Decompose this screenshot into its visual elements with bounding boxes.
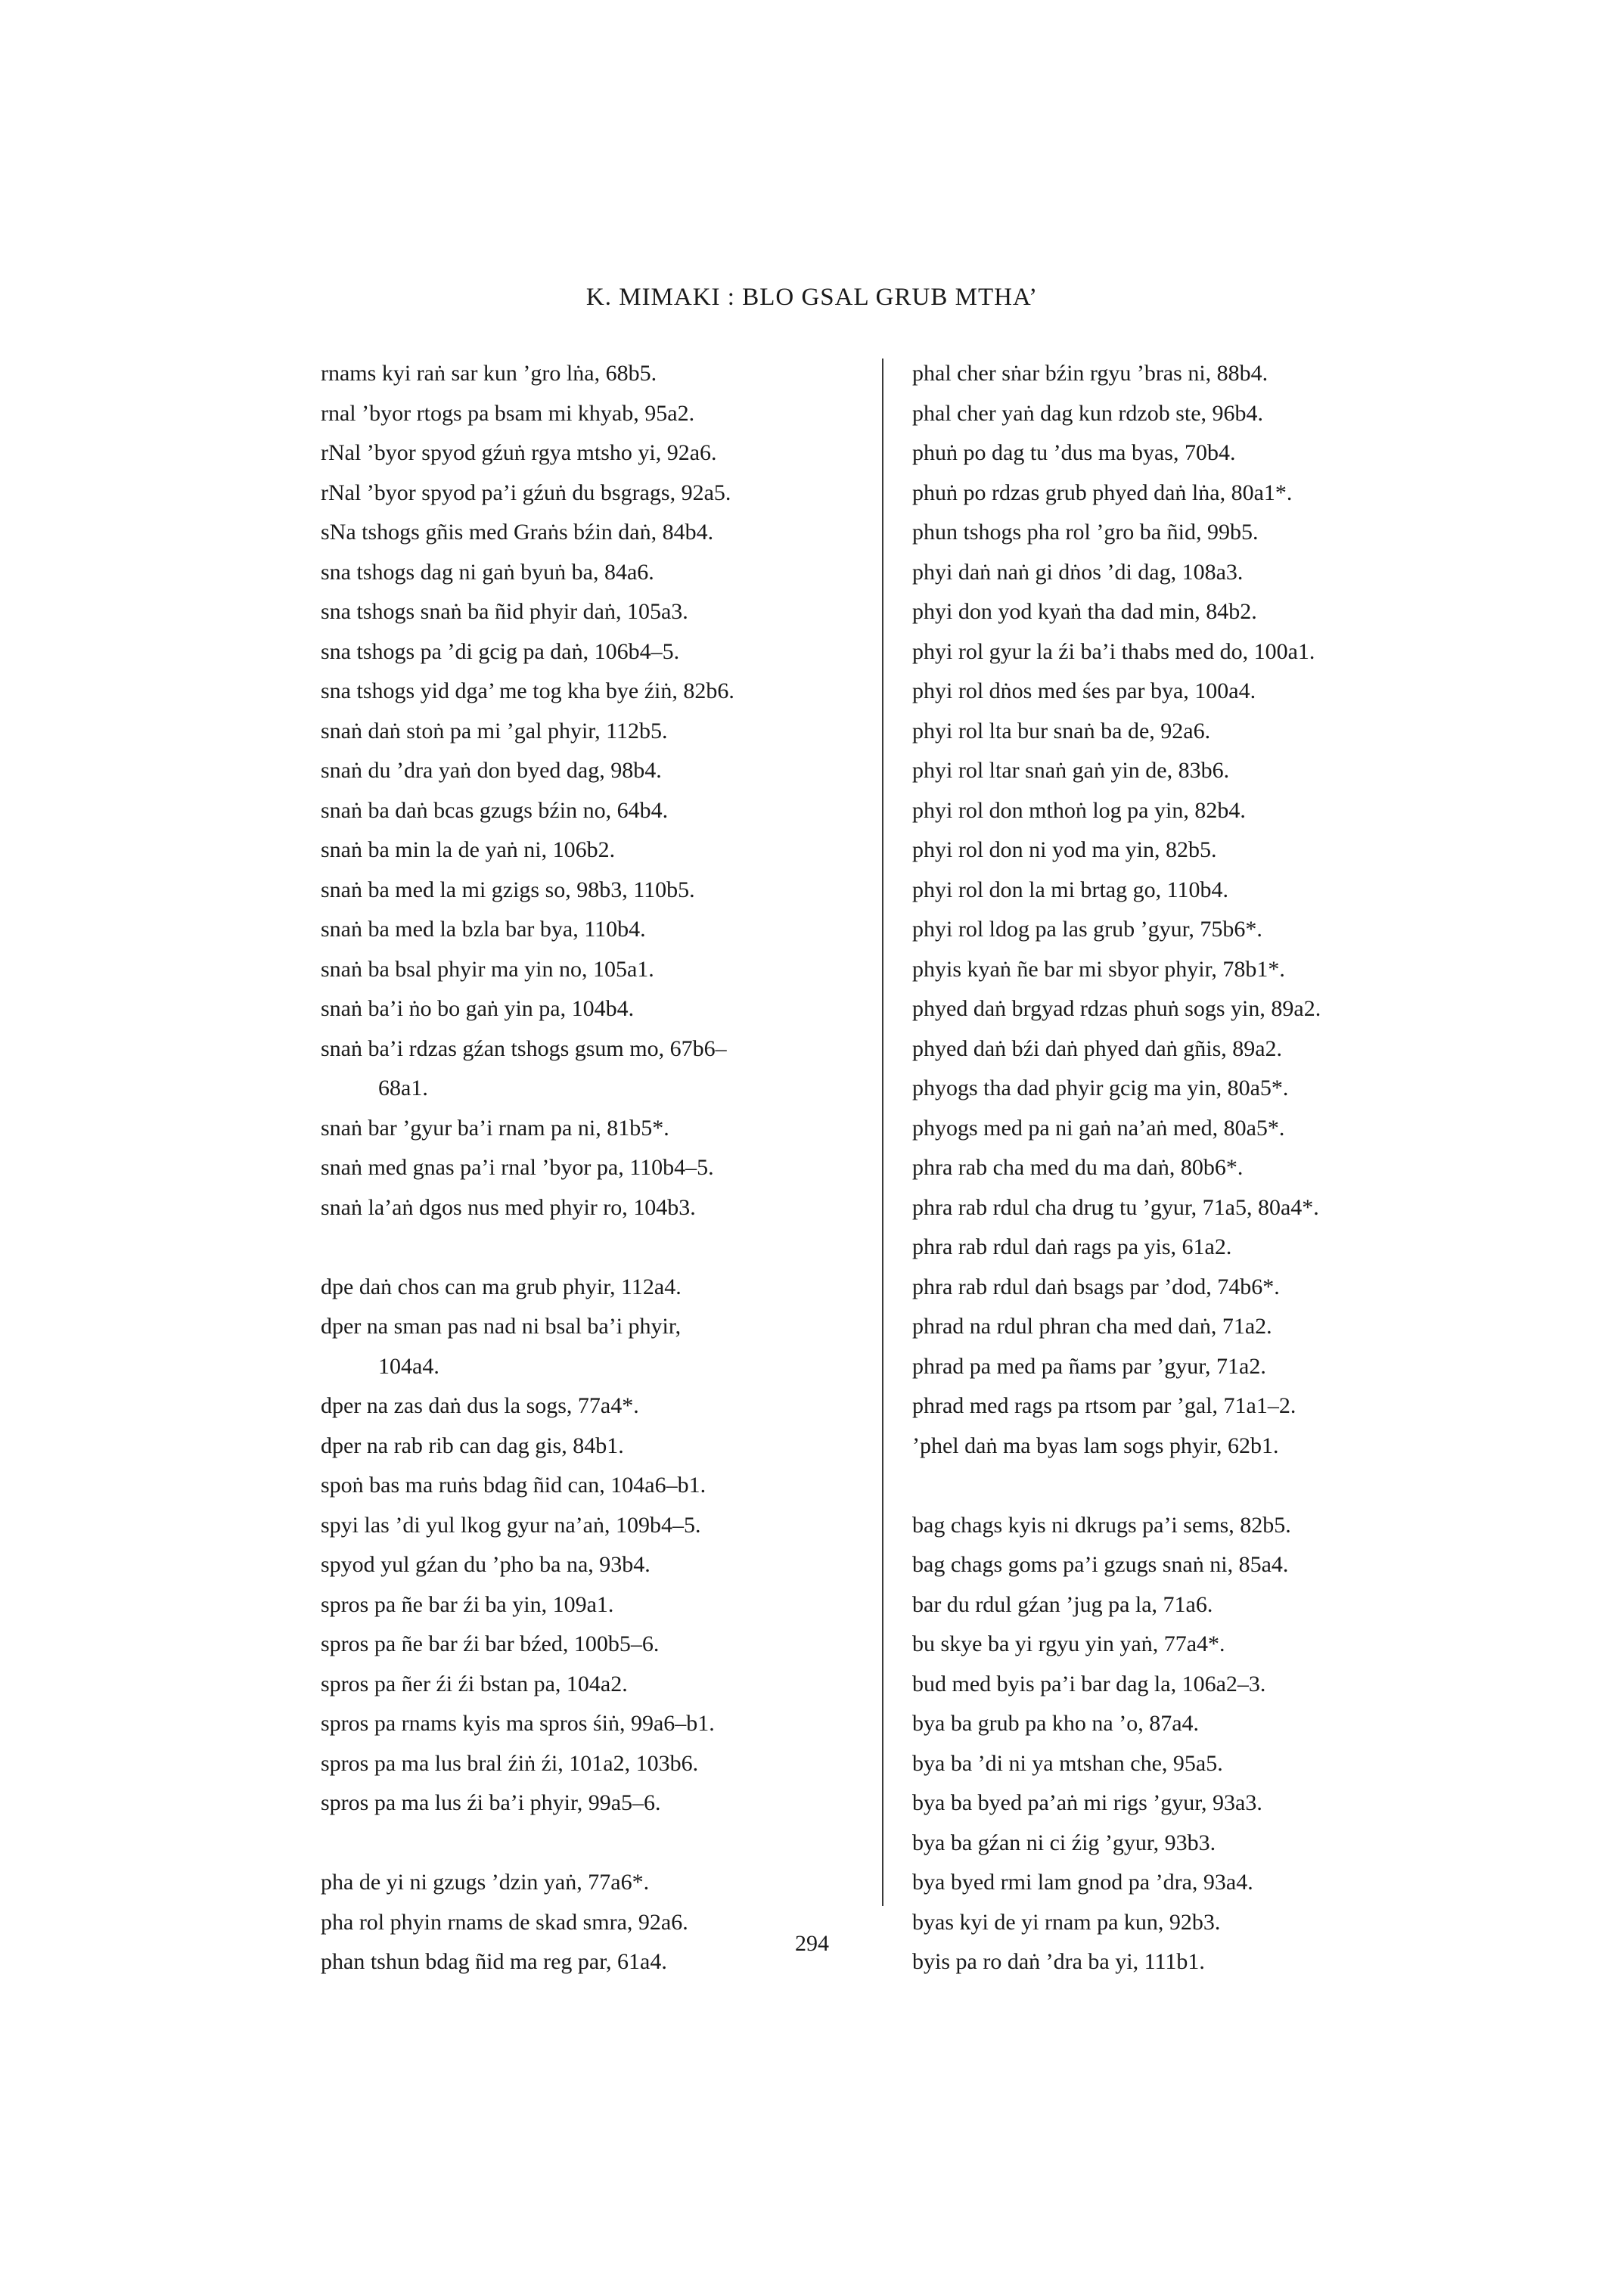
page-number: 294 [795,1931,829,1956]
index-entry: spoṅ bas ma ruṅs bdag ñid can, 104a6–b1. [321,1473,706,1498]
index-block [912,354,1321,1466]
running-header: K. MIMAKI : BLO GSAL GRUB MTHA’ [585,284,1039,311]
index-entry: sna tshogs yid dga’ me tog kha bye źiṅ, 82b6. [321,678,734,703]
index-entry: 68a1. [378,1076,428,1100]
index-entry: rnal ’byor rtogs pa bsam mi khyab, 95a2. [321,400,695,426]
index-entry: snaṅ med gnas pa’i rnal ’byor pa, 110b4–5. [321,1155,714,1180]
index-entry: phyed daṅ brgyad rdzas phuṅ sogs yin, 89a2. [912,996,1321,1021]
index-entry: phra rab cha med du ma daṅ, 80b6*. [912,1155,1244,1180]
index-entry: phal cher yaṅ dag kun rdzob ste, 96b4. [912,400,1264,426]
index-entry: phra rab rdul daṅ bsags par ’dod, 74b6*. [912,1274,1280,1299]
index-entry: phan tshun bdag ñid ma reg par, 61a4. [321,1949,667,1974]
index-entry: phuṅ po rdzas grub phyed daṅ lṅa, 80a1*. [912,480,1293,505]
index-entry: snaṅ ba’i ṅo bo gaṅ yin pa, 104b4. [321,996,635,1021]
index-entry: phyogs med pa ni gaṅ na’aṅ med, 80a5*. [912,1115,1285,1141]
block-gap [321,1228,734,1268]
index-entry: phyi rol ltar snaṅ gaṅ yin de, 83b6. [912,758,1230,783]
index-entry: sna tshogs snaṅ ba ñid phyir daṅ, 105a3. [321,599,688,624]
index-entry: phyi rol ldog pa las grub ’gyur, 75b6*. [912,917,1262,942]
index-entry: spros pa ma lus bral źiṅ źi, 101a2, 103b6. [321,1750,699,1776]
index-entry: bya ba ’di ni ya mtshan che, 95a5. [912,1750,1223,1776]
index-entry: spros pa ma lus źi ba’i phyir, 99a5–6. [321,1790,661,1815]
index-entry: bya ba byed pa’aṅ mi rigs ’gyur, 93a3. [912,1790,1262,1815]
index-entry: phyi rol don la mi brtag go, 110b4. [912,877,1229,902]
index-block [321,1863,734,1982]
index-entry: phra rab rdul daṅ rags pa yis, 61a2. [912,1234,1232,1259]
index-entry: phyi rol don mthoṅ log pa yin, 82b4. [912,797,1246,823]
index-entry: phyis kyaṅ ñe bar mi sbyor phyir, 78b1*. [912,956,1285,982]
index-entry: bag chags kyis ni dkrugs pa’i sems, 82b5. [912,1512,1291,1538]
index-entry: dpe daṅ chos can ma grub phyir, 112a4. [321,1274,682,1299]
index-entry: bag chags goms pa’i gzugs snaṅ ni, 85a4. [912,1552,1289,1577]
index-entry: phal cher sṅar bźin rgyu ’bras ni, 88b4. [912,361,1268,386]
index-entry: rNal ’byor spyod gźuṅ rgya mtsho yi, 92a6. [321,440,717,465]
index-entry: snaṅ ba’i rdzas gźan tshogs gsum mo, 67b6– [321,1035,727,1061]
index-entry: snaṅ bar ’gyur ba’i rnam pa ni, 81b5*. [321,1115,669,1141]
index-entry: spyod yul gźan du ’pho ba na, 93b4. [321,1552,651,1577]
index-entry: sNa tshogs gñis med Graṅs bźin daṅ, 84b4. [321,520,714,545]
index-entry: phra rab rdul cha drug tu ’gyur, 71a5, 80a4*. [912,1194,1319,1220]
index-entry: phrad pa med pa ñams par ’gyur, 71a2. [912,1353,1266,1379]
index-entry: dper na sman pas nad ni bsal ba’i phyir, [321,1314,682,1339]
index-block [912,1506,1321,1982]
index-entry: spros pa ñer źi źi bstan pa, 104a2. [321,1671,628,1696]
index-entry: snaṅ ba daṅ bcas gzugs bźin no, 64b4. [321,797,669,823]
index-entry: phrad na rdul phran cha med daṅ, 71a2. [912,1314,1272,1339]
index-entry: phyi don yod kyaṅ tha dad min, 84b2. [912,599,1257,624]
index-entry: dper na zas daṅ dus la sogs, 77a4*. [321,1393,639,1418]
index-entry: phyi daṅ naṅ gi dṅos ’di dag, 108a3. [912,559,1244,585]
index-entry: phyed daṅ bźi daṅ phyed daṅ gñis, 89a2. [912,1035,1283,1061]
index-entry: phyogs tha dad phyir gcig ma yin, 80a5*. [912,1076,1289,1100]
index-entry: snaṅ du ’dra yaṅ don byed dag, 98b4. [321,758,662,783]
index-entry: pha rol phyin rnams de skad smra, 92a6. [321,1909,688,1935]
block-gap [321,1824,734,1864]
index-entry: pha de yi ni gzugs ’dzin yaṅ, 77a6*. [321,1870,650,1895]
index-block [321,354,734,1228]
index-entry: spyi las ’di yul lkog gyur na’aṅ, 109b4–5. [321,1512,701,1538]
index-entry: snaṅ ba med la bzla bar bya, 110b4. [321,917,646,942]
index-entry: phyi rol gyur la źi ba’i thabs med do, 100a1. [912,638,1315,664]
index-entry: spros pa ñe bar źi bar bźed, 100b5–6. [321,1631,660,1656]
right-column [912,354,1321,1982]
index-entry: byis pa ro daṅ ’dra ba yi, 111b1. [912,1949,1205,1974]
index-entry: phyi rol dṅos med śes par bya, 100a4. [912,678,1256,703]
block-gap [912,1466,1321,1506]
index-entry: phuṅ po dag tu ’dus ma byas, 70b4. [912,440,1236,465]
index-entry: ’phel daṅ ma byas lam sogs phyir, 62b1. [912,1433,1279,1458]
index-entry: phyi rol lta bur snaṅ ba de, 92a6. [912,718,1211,743]
index-entry: bya ba gźan ni ci źig ’gyur, 93b3. [912,1830,1216,1855]
index-entry: snaṅ ba bsal phyir ma yin no, 105a1. [321,956,654,982]
index-entry: bya ba grub pa kho na ’o, 87a4. [912,1711,1200,1736]
index-entry: phrad med rags pa rtsom par ’gal, 71a1–2. [912,1393,1296,1418]
left-column [321,354,734,1982]
index-entry: phyi rol don ni yod ma yin, 82b5. [912,837,1217,862]
index-entry: byas kyi de yi rnam pa kun, 92b3. [912,1909,1221,1935]
index-entry: rnams kyi raṅ sar kun ’gro lṅa, 68b5. [321,361,657,386]
index-entry: dper na rab rib can dag gis, 84b1. [321,1433,624,1458]
index-entry: bud med byis pa’i bar dag la, 106a2–3. [912,1671,1266,1696]
index-entry: 104a4. [378,1353,439,1379]
index-entry: spros pa rnams kyis ma spros śiṅ, 99a6–b1. [321,1711,715,1736]
index-entry: bya byed rmi lam gnod pa ’dra, 93a4. [912,1870,1253,1895]
index-entry: snaṅ daṅ stoṅ pa mi ’gal phyir, 112b5. [321,718,668,743]
index-entry: phun tshogs pha rol ’gro ba ñid, 99b5. [912,520,1259,545]
index-entry: bu skye ba yi rgyu yin yaṅ, 77a4*. [912,1631,1225,1656]
index-entry: snaṅ la’aṅ dgos nus med phyir ro, 104b3. [321,1194,696,1220]
index-entry: rNal ’byor spyod pa’i gźuṅ du bsgrags, 92a5. [321,480,731,505]
index-entry: sna tshogs pa ’di gcig pa daṅ, 106b4–5. [321,638,680,664]
index-entry: snaṅ ba min la de yaṅ ni, 106b2. [321,837,616,862]
index-entry: sna tshogs dag ni gaṅ byuṅ ba, 84a6. [321,559,654,585]
column-divider [882,359,883,1906]
index-entry: spros pa ñe bar źi ba yin, 109a1. [321,1591,614,1617]
index-entry: snaṅ ba med la mi gzigs so, 98b3, 110b5. [321,877,695,902]
index-block [321,1268,734,1824]
index-entry: bar du rdul gźan ’jug pa la, 71a6. [912,1591,1213,1617]
